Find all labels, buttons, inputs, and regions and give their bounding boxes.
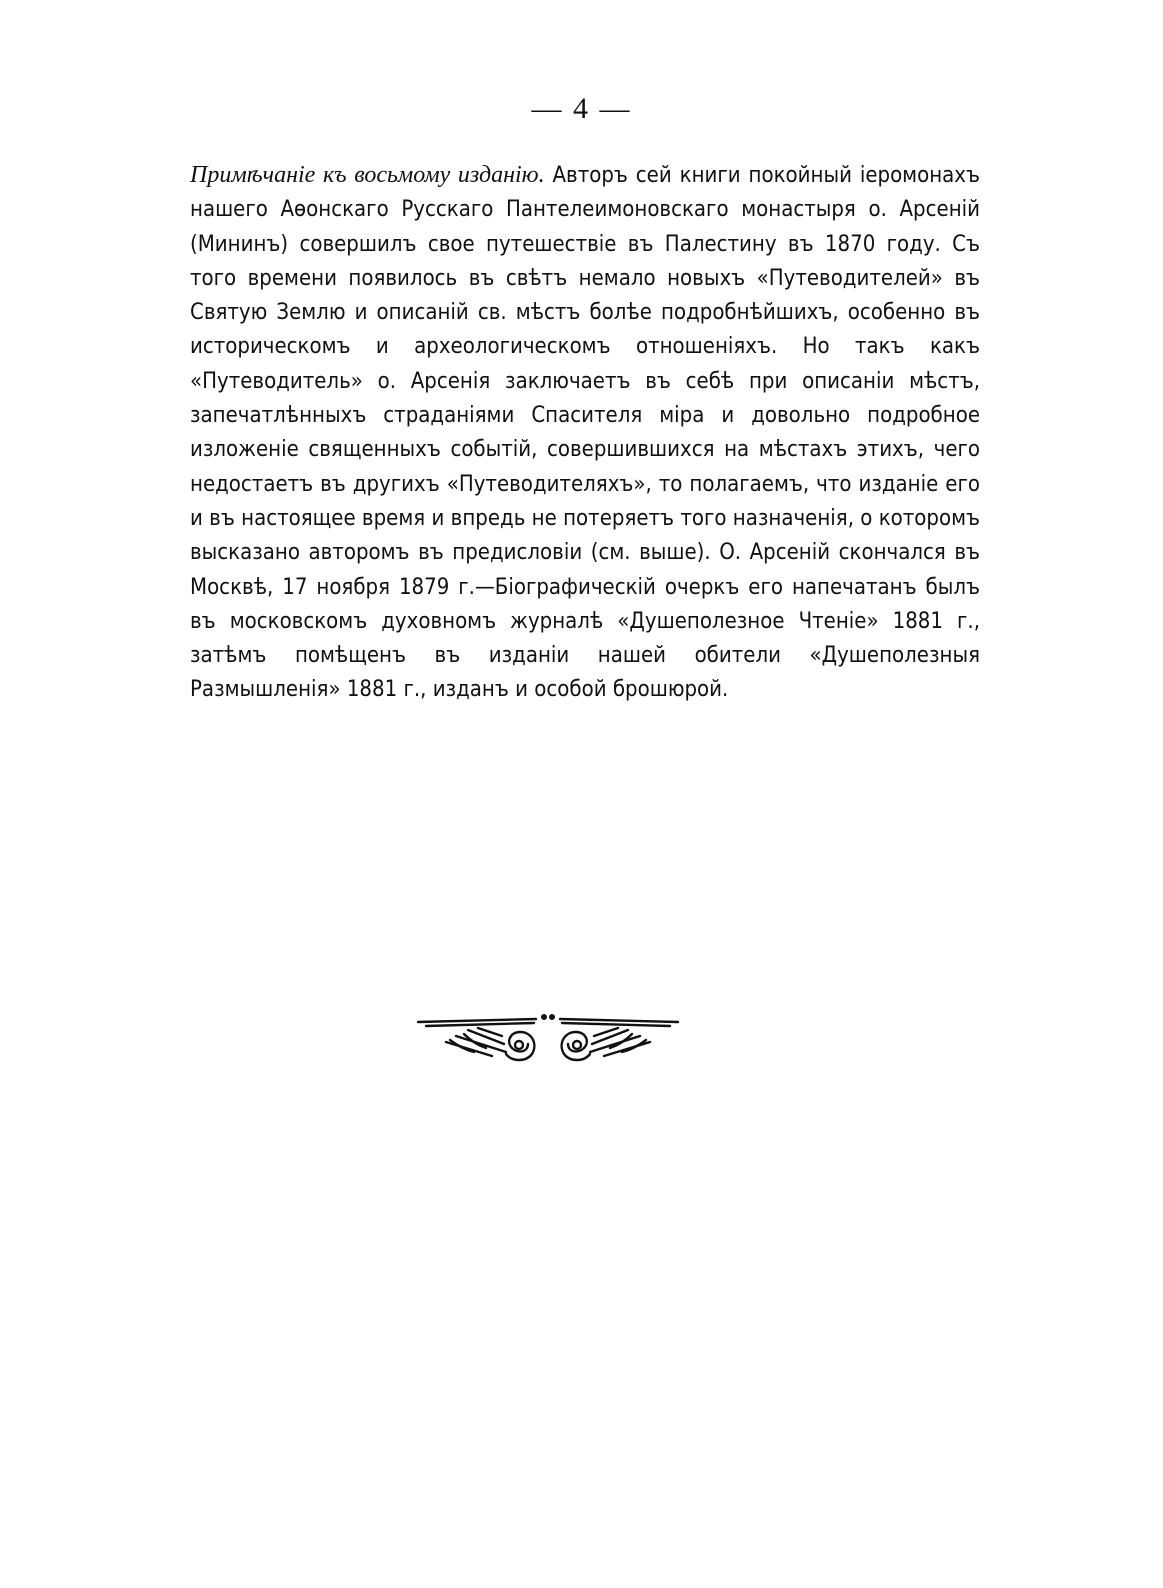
note-body: Авторъ сей книги покойный іеромонахъ нашего Аѳонскаго Русскаго Пантелеимоновскаго монастыря о. Арсеній (Мининъ) совершилъ свое путешествіе въ Палестину въ 1870 году. Съ того времени появилось въ свѣтъ немало новыхъ «Путеводителей» въ Святую Землю и описаній св. мѣстъ болѣе подробнѣйшихъ, особенно въ историческомъ и археологическомъ отношеніяхъ. Но такъ какъ «Путеводитель» о. Арсенія заключаетъ въ себѣ при описаніи мѣстъ, запечатлѣнныхъ страданіями Спасителя міра и довольно подробное изложеніе священныхъ событій, совершившихся на мѣстахъ этихъ, чего недостаетъ въ другихъ «Путеводителяхъ», то полагаемъ, что изданіе его и въ настоящее время и впредь не потеряетъ того назначенія, о которомъ высказано авторомъ въ предисловіи (см. выше). О. Арсеній скончался въ Москвѣ, 17 ноября 1879 г.—Біографическій очеркъ его напечатанъ былъ въ московскомъ духовномъ журналѣ «Душеполезное Чтеніе» 1881 г., затѣмъ помѣщенъ въ изданіи нашей обители «Душеполезныя Размышленія» 1881 г., изданъ и особой брошюрой. [190, 163, 980, 703]
decorative-tailpiece-icon [416, 1000, 680, 1066]
note-paragraph [190, 158, 980, 708]
note-heading: Примѣчаніе къ восьмому изданію. [190, 162, 545, 188]
page-number: — 4 — [531, 92, 632, 125]
